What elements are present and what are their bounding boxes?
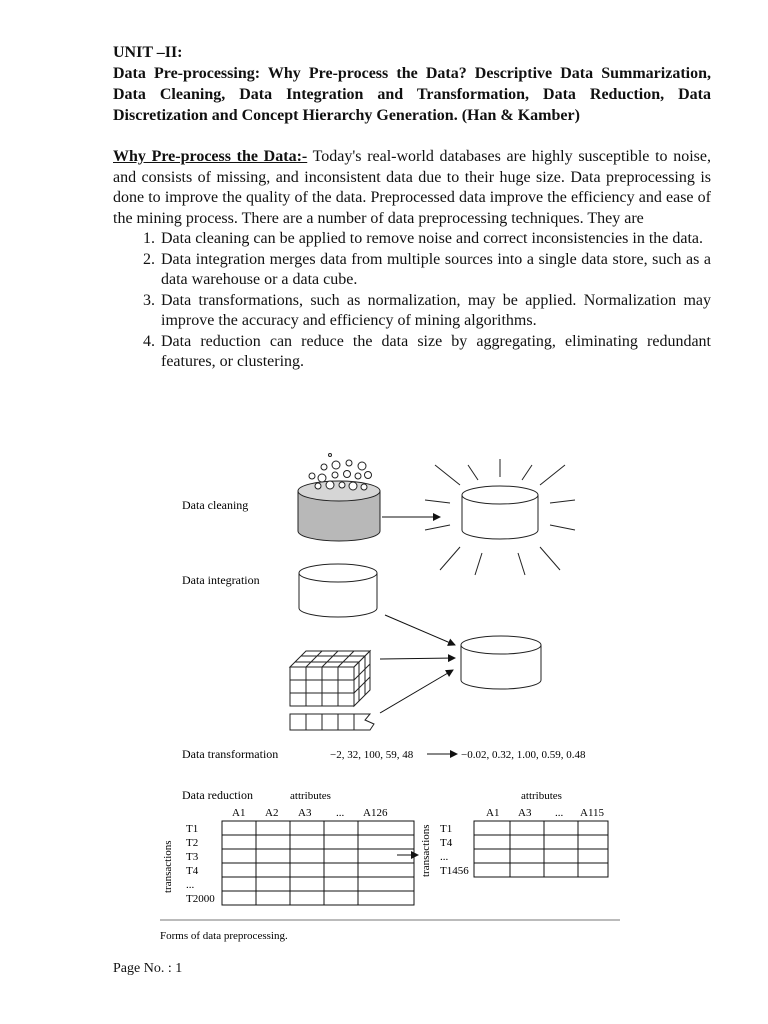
unit-title: UNIT –II:	[113, 44, 183, 61]
list-item: 1. Data cleaning can be applied to remove noise and correct inconsistencies in the data.	[159, 229, 711, 250]
technique-list	[113, 229, 711, 373]
list-item: 2. Data integration merges data from multiple sources into a single data store, such as a data warehouse or a data cube.	[159, 250, 711, 291]
right-row-label: ...	[440, 851, 449, 863]
integration-arrow-top	[385, 615, 455, 645]
integration-arrow-middle	[380, 658, 455, 659]
left-row-labels	[186, 823, 215, 905]
clean-data-cylinder-icon	[462, 486, 538, 539]
left-col-header: ...	[336, 807, 345, 819]
section-lead: Why Pre-process the Data:-	[113, 148, 308, 165]
page-number: Page No. : 1	[113, 961, 183, 976]
left-column-headers	[232, 807, 388, 819]
label-data-integration: Data integration	[182, 573, 260, 587]
integration-arrow-bottom	[380, 670, 453, 713]
left-col-header: A1	[232, 807, 246, 819]
left-col-header: A2	[265, 807, 279, 819]
intro-paragraph	[113, 147, 711, 229]
preprocessing-figure	[150, 445, 630, 945]
right-transactions-label: transactions	[420, 824, 432, 877]
right-row-label: T4	[440, 837, 453, 849]
unit-heading: Data Pre-processing: Why Pre-process the Data? Descriptive Data Summarization, Data Cleaning, Data Integration and Transformation, Data Reduction, Data Discretization and Concept Hierarchy Generation. (Han & Kamber)	[113, 65, 711, 124]
data-cube-icon	[290, 651, 370, 706]
left-col-header: A126	[363, 807, 388, 819]
figure-svg	[150, 445, 630, 945]
dirty-data-cylinder-icon	[298, 481, 380, 541]
left-data-table	[222, 821, 414, 905]
transform-output-values: −0.02, 0.32, 1.00, 0.59, 0.48	[461, 749, 586, 761]
right-col-header: A115	[580, 807, 605, 819]
right-col-header: A3	[518, 807, 532, 819]
list-item: 3. Data transformations, such as normalization, may be applied. Normalization may improve the accuracy and efficiency of mining algorithms.	[159, 291, 711, 332]
bubbles-icon	[309, 454, 372, 491]
right-row-labels	[440, 823, 469, 877]
left-row-label: T2000	[186, 893, 215, 905]
right-col-header: ...	[555, 807, 564, 819]
transform-input-values: −2, 32, 100, 59, 48	[330, 749, 414, 761]
left-attributes-label: attributes	[290, 790, 331, 802]
right-col-header: A1	[486, 807, 500, 819]
source-db-cylinder-icon	[299, 564, 377, 617]
left-transactions-label: transactions	[162, 840, 174, 893]
figure-caption: Forms of data preprocessing.	[160, 930, 288, 942]
left-col-header: A3	[298, 807, 312, 819]
flat-file-icon	[290, 714, 374, 730]
right-column-headers	[486, 807, 605, 819]
left-row-label: ...	[186, 879, 195, 891]
left-row-label: T4	[186, 865, 199, 877]
left-row-label: T3	[186, 851, 199, 863]
page-body	[113, 42, 711, 373]
right-attributes-label: attributes	[521, 790, 562, 802]
right-row-label: T1456	[440, 865, 469, 877]
right-row-label: T1	[440, 823, 453, 835]
target-db-cylinder-icon	[461, 636, 541, 689]
section-body: Today's real-world databases are highly susceptible to noise, and consists of missing, and inconsistent data due to their huge size. Data preprocessing is done to improve the quality of the data. Preprocessed data improve the efficiency and ease of the mining process. There are a number of data preprocessing techniques. They are	[113, 148, 712, 227]
list-item: 4. Data reduction can reduce the data size by aggregating, eliminating redundant features, or clustering.	[159, 332, 711, 373]
label-data-reduction: Data reduction	[182, 788, 253, 802]
label-data-cleaning: Data cleaning	[182, 498, 249, 512]
left-row-label: T1	[186, 823, 199, 835]
right-data-table	[474, 821, 608, 877]
left-row-label: T2	[186, 837, 199, 849]
label-data-transformation: Data transformation	[182, 747, 279, 761]
